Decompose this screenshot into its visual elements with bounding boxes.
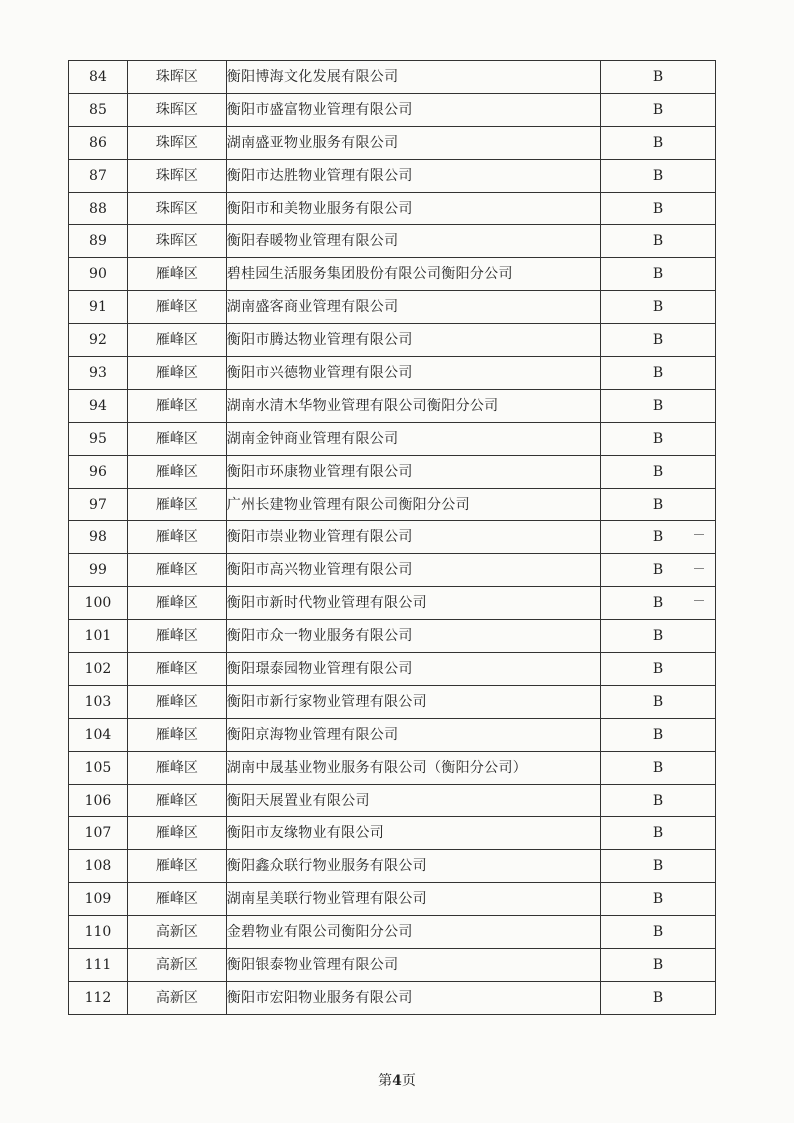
district-cell: 雁峰区 (127, 850, 226, 883)
grade-cell: B (601, 784, 716, 817)
table-row (69, 488, 716, 521)
district-cell: 雁峰区 (127, 521, 226, 554)
company-name-cell: 衡阳市高兴物业管理有限公司 (226, 554, 600, 587)
district-cell: 珠晖区 (127, 225, 226, 258)
grade-cell: B (601, 324, 716, 357)
district-cell: 雁峰区 (127, 718, 226, 751)
row-number: 100 (69, 587, 128, 620)
row-number: 106 (69, 784, 128, 817)
company-rating-table (68, 60, 716, 1015)
row-number: 97 (69, 488, 128, 521)
row-number: 110 (69, 916, 128, 949)
row-number: 104 (69, 718, 128, 751)
table-row (69, 324, 716, 357)
grade-cell: B (601, 817, 716, 850)
company-name-cell: 衡阳市宏阳物业服务有限公司 (226, 981, 600, 1014)
row-number: 96 (69, 455, 128, 488)
company-name-cell: 衡阳鑫众联行物业服务有限公司 (226, 850, 600, 883)
grade-cell: B (601, 850, 716, 883)
district-cell: 珠晖区 (127, 61, 226, 94)
row-number: 111 (69, 949, 128, 982)
table-body (69, 61, 716, 1015)
district-cell: 珠晖区 (127, 159, 226, 192)
row-number: 108 (69, 850, 128, 883)
company-name-cell: 衡阳春暖物业管理有限公司 (226, 225, 600, 258)
row-number: 87 (69, 159, 128, 192)
table-row (69, 225, 716, 258)
grade-cell: B (601, 751, 716, 784)
grade-cell: B (601, 521, 716, 554)
district-cell: 雁峰区 (127, 357, 226, 390)
row-number: 107 (69, 817, 128, 850)
page-footer (0, 1070, 794, 1090)
district-cell: 珠晖区 (127, 93, 226, 126)
row-number: 90 (69, 258, 128, 291)
company-name-cell: 衡阳银泰物业管理有限公司 (226, 949, 600, 982)
row-number: 109 (69, 883, 128, 916)
company-name-cell: 广州长建物业管理有限公司衡阳分公司 (226, 488, 600, 521)
table-row (69, 93, 716, 126)
grade-cell: B (601, 554, 716, 587)
row-number: 99 (69, 554, 128, 587)
grade-cell: B (601, 389, 716, 422)
table-row (69, 784, 716, 817)
district-cell: 雁峰区 (127, 422, 226, 455)
grade-cell: B (601, 93, 716, 126)
company-name-cell: 衡阳市崇业物业管理有限公司 (226, 521, 600, 554)
table-row (69, 850, 716, 883)
company-name-cell: 衡阳博海文化发展有限公司 (226, 61, 600, 94)
table-row (69, 685, 716, 718)
company-name-cell: 湖南中晟基业物业服务有限公司（衡阳分公司） (226, 751, 600, 784)
company-name-cell: 碧桂园生活服务集团股份有限公司衡阳分公司 (226, 258, 600, 291)
table-row (69, 981, 716, 1014)
table-row (69, 61, 716, 94)
district-cell: 雁峰区 (127, 751, 226, 784)
company-name-cell: 衡阳市新时代物业管理有限公司 (226, 587, 600, 620)
company-name-cell: 湖南水清木华物业管理有限公司衡阳分公司 (226, 389, 600, 422)
district-cell: 雁峰区 (127, 817, 226, 850)
grade-cell: B (601, 126, 716, 159)
grade-cell: B (601, 883, 716, 916)
row-number: 88 (69, 192, 128, 225)
table-row (69, 949, 716, 982)
table-row (69, 620, 716, 653)
table-row (69, 653, 716, 686)
company-name-cell: 金碧物业有限公司衡阳分公司 (226, 916, 600, 949)
page-number: 4 (392, 1073, 402, 1089)
row-number: 105 (69, 751, 128, 784)
district-cell: 雁峰区 (127, 554, 226, 587)
district-cell: 雁峰区 (127, 883, 226, 916)
grade-cell: B (601, 192, 716, 225)
table-row (69, 916, 716, 949)
grade-cell: B (601, 949, 716, 982)
district-cell: 雁峰区 (127, 488, 226, 521)
district-cell: 雁峰区 (127, 258, 226, 291)
scan-marks (690, 530, 710, 620)
grade-cell: B (601, 258, 716, 291)
table-row (69, 389, 716, 422)
table-row (69, 521, 716, 554)
row-number: 94 (69, 389, 128, 422)
company-name-cell: 衡阳市和美物业服务有限公司 (226, 192, 600, 225)
grade-cell: B (601, 916, 716, 949)
table-row (69, 357, 716, 390)
row-number: 89 (69, 225, 128, 258)
district-cell: 雁峰区 (127, 784, 226, 817)
district-cell: 雁峰区 (127, 587, 226, 620)
row-number: 91 (69, 291, 128, 324)
district-cell: 高新区 (127, 916, 226, 949)
company-name-cell: 湖南金钟商业管理有限公司 (226, 422, 600, 455)
district-cell: 珠晖区 (127, 192, 226, 225)
company-name-cell: 衡阳市友缘物业有限公司 (226, 817, 600, 850)
grade-cell: B (601, 357, 716, 390)
grade-cell: B (601, 159, 716, 192)
table-row (69, 126, 716, 159)
row-number: 95 (69, 422, 128, 455)
row-number: 85 (69, 93, 128, 126)
company-name-cell: 湖南星美联行物业管理有限公司 (226, 883, 600, 916)
district-cell: 雁峰区 (127, 620, 226, 653)
company-name-cell: 湖南盛亚物业服务有限公司 (226, 126, 600, 159)
table-row (69, 883, 716, 916)
page-prefix: 第 (378, 1073, 393, 1089)
district-cell: 雁峰区 (127, 324, 226, 357)
table-row (69, 422, 716, 455)
grade-cell: B (601, 291, 716, 324)
grade-cell: B (601, 225, 716, 258)
company-name-cell: 衡阳市盛富物业管理有限公司 (226, 93, 600, 126)
table-row (69, 455, 716, 488)
grade-cell: B (601, 685, 716, 718)
grade-cell: B (601, 422, 716, 455)
table-row (69, 192, 716, 225)
table-row (69, 718, 716, 751)
table-row (69, 159, 716, 192)
row-number: 102 (69, 653, 128, 686)
district-cell: 雁峰区 (127, 653, 226, 686)
district-cell: 雁峰区 (127, 455, 226, 488)
company-name-cell: 衡阳市达胜物业管理有限公司 (226, 159, 600, 192)
district-cell: 雁峰区 (127, 291, 226, 324)
row-number: 92 (69, 324, 128, 357)
table-row (69, 258, 716, 291)
row-number: 84 (69, 61, 128, 94)
district-cell: 珠晖区 (127, 126, 226, 159)
district-cell: 雁峰区 (127, 685, 226, 718)
grade-cell: B (601, 653, 716, 686)
company-name-cell: 衡阳市腾达物业管理有限公司 (226, 324, 600, 357)
company-name-cell: 衡阳市环康物业管理有限公司 (226, 455, 600, 488)
table-row (69, 817, 716, 850)
grade-cell: B (601, 981, 716, 1014)
company-name-cell: 衡阳京海物业管理有限公司 (226, 718, 600, 751)
company-name-cell: 衡阳市兴德物业管理有限公司 (226, 357, 600, 390)
grade-cell: B (601, 455, 716, 488)
row-number: 101 (69, 620, 128, 653)
district-cell: 雁峰区 (127, 389, 226, 422)
table-row (69, 587, 716, 620)
grade-cell: B (601, 620, 716, 653)
grade-cell: B (601, 718, 716, 751)
grade-cell: B (601, 587, 716, 620)
company-name-cell: 衡阳市众一物业服务有限公司 (226, 620, 600, 653)
row-number: 103 (69, 685, 128, 718)
table-row (69, 291, 716, 324)
grade-cell: B (601, 61, 716, 94)
district-cell: 高新区 (127, 981, 226, 1014)
row-number: 112 (69, 981, 128, 1014)
district-cell: 高新区 (127, 949, 226, 982)
page-suffix: 页 (401, 1073, 416, 1089)
row-number: 86 (69, 126, 128, 159)
row-number: 93 (69, 357, 128, 390)
row-number: 98 (69, 521, 128, 554)
company-name-cell: 湖南盛客商业管理有限公司 (226, 291, 600, 324)
table-row (69, 554, 716, 587)
table-row (69, 751, 716, 784)
company-name-cell: 衡阳市新行家物业管理有限公司 (226, 685, 600, 718)
grade-cell: B (601, 488, 716, 521)
company-name-cell: 衡阳天展置业有限公司 (226, 784, 600, 817)
company-name-cell: 衡阳璟泰园物业管理有限公司 (226, 653, 600, 686)
